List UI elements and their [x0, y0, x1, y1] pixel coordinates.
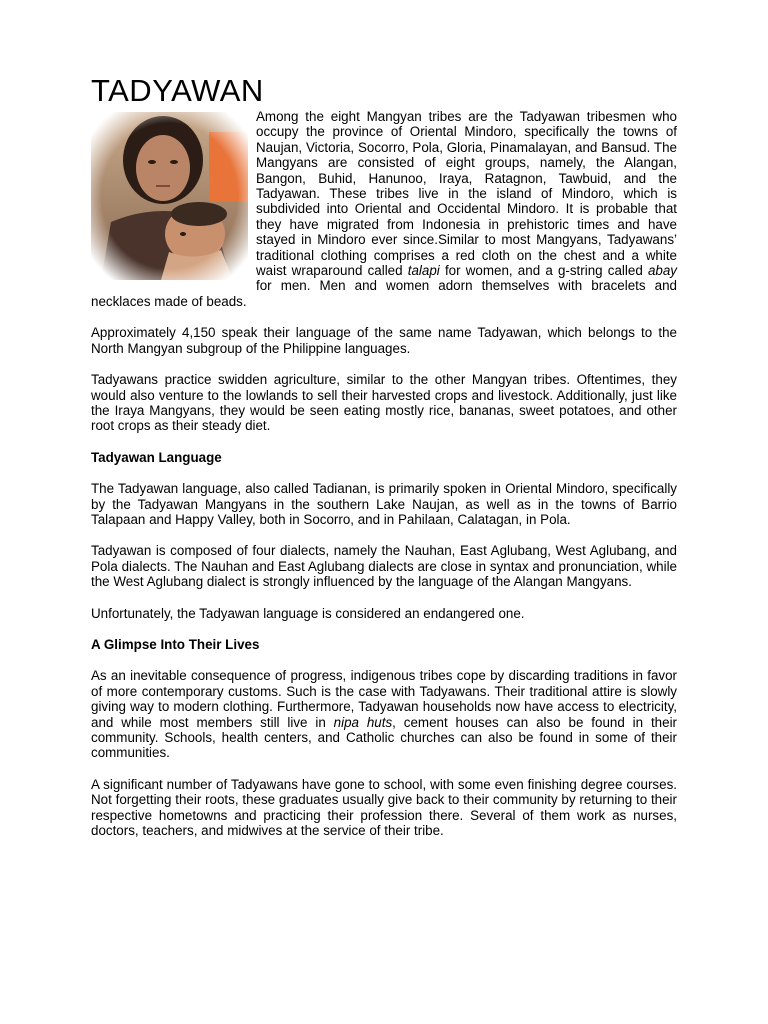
document-page	[91, 72, 677, 854]
term-talapi: talapi	[407, 263, 440, 279]
term-abay: abay	[647, 263, 677, 279]
document-title: TADYAWAN	[91, 73, 264, 108]
lives-text-2: , cement houses can also be found in their community. Schools, health centers, and Catholic churches can also be found in some of their communities.	[91, 714, 678, 761]
heading-tadyawan-language: Tadyawan Language	[91, 449, 222, 465]
heading-glimpse-into-lives: A Glimpse Into Their Lives	[91, 636, 260, 652]
language-paragraph-3: Unfortunately, the Tadyawan language is considered an endangered one.	[91, 605, 525, 621]
lives-paragraph-1	[91, 668, 677, 760]
language-paragraph-2: Tadyawan is composed of four dialects, namely the Nauhan, East Aglubang, West Aglubang, and Pola dialects. The Nauhan and East Aglubang dialects are close in syntax and pronunciation, while the West Aglubang dialect is strongly influenced by the language of the Alangan Mangyans.	[91, 543, 677, 590]
term-nipa-huts: nipa huts	[333, 714, 393, 730]
agriculture-paragraph: Tadyawans practice swidden agriculture, similar to the other Mangyan tribes. Oftentimes, they would also venture to the lowlands to sell their harvested crops and livestock. Additionally, just like the Iraya Mangyans, they would be seen eating mostly rice, bananas, sweet potatoes, and other root crops as their steady diet.	[91, 372, 677, 434]
language-paragraph-1: The Tadyawan language, also called Tadianan, is primarily spoken in Oriental Mindoro, specifically by the Tadyawan Mangyans in the southern Lake Naujan, as well as in the towns of Barrio Talapaan and Happy Valley, both in Socorro, and in Pahilaan, Calatagan, in Pola.	[91, 481, 677, 527]
photo-mother-and-child	[91, 112, 248, 280]
intro-text-3: for men. Men and women adorn themselves with bracelets and necklaces made of beads.	[91, 278, 677, 309]
lives-text-1: As an inevitable consequence of progress, indigenous tribes cope by discarding traditions in favor of more contemporary customs. Such is the case with Tadyawans. Their traditional attire is slowly giving way to modern clothing. Furthermore, Tadyawan households now have access to electricity, and while most members still live in	[91, 668, 677, 730]
intro-text-1: Among the eight Mangyan tribes are the Tadyawan tribesmen who occupy the province of Oriental Mindoro, specifically the towns of Naujan, Victoria, Socorro, Pola, Gloria, Pinamalayan, and Bansud. The Mangyans are consisted of eight groups, namely, the Alangan, Bangon, Buhid, Hanunoo, Iraya, Ratagnon, Tawbuid, and the Tadyawan. These tribes live in the island of Mindoro, which is subdivided into Oriental and Occidental Mindoro. It is probable that they have migrated from Indonesia in prehistoric times and have stayed in Mindoro ever since.Similar to most Mangyans, Tadyawans’ traditional clothing comprises a red cloth on the chest and a white waist wraparound called	[256, 109, 677, 279]
speakers-paragraph: Approximately 4,150 speak their language of the same name Tadyawan, which belongs to the North Mangyan subgroup of the Philippine languages.	[91, 325, 677, 356]
intro-text-2: for women, and a g-string called	[439, 263, 648, 279]
lives-paragraph-2: A significant number of Tadyawans have gone to school, with some even finishing degree courses. Not forgetting their roots, these graduates usually give back to their community by returning to their respective hometowns and practicing their profession there. Several of them work as nurses, doctors, teachers, and midwives at the service of their tribe.	[91, 776, 677, 839]
